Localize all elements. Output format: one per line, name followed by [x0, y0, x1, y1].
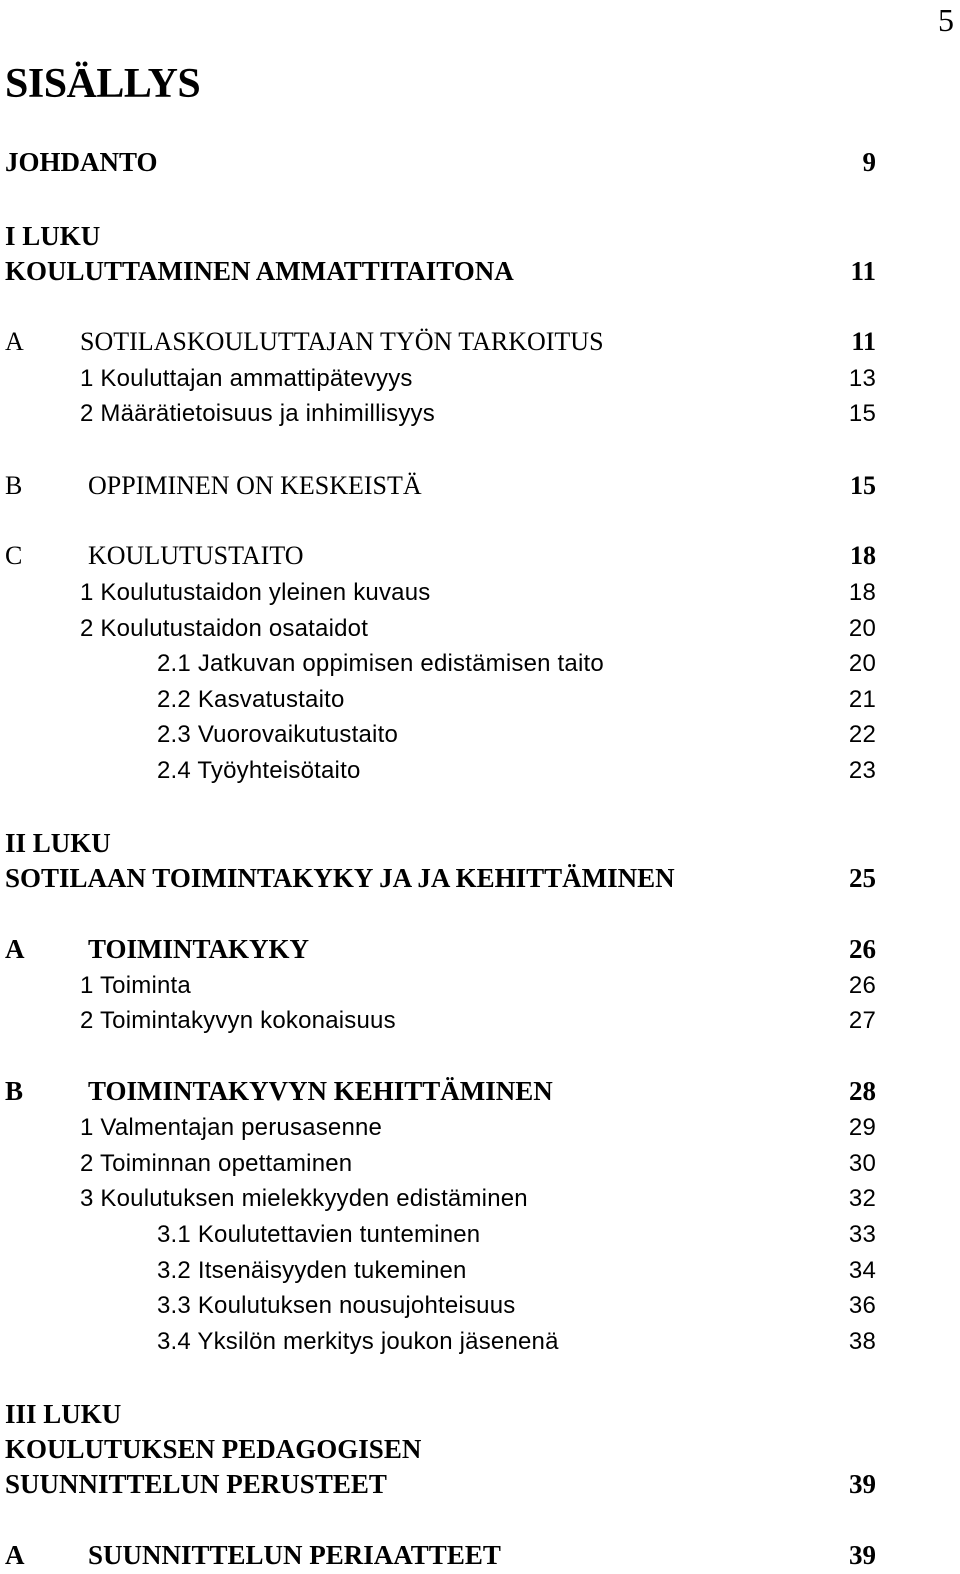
toc-entry-text: 2.1 Jatkuvan oppimisen edistämisen taito [157, 650, 604, 677]
toc-entry-text: OPPIMINEN ON KESKEISTÄ [88, 471, 422, 500]
toc-entry-letter: C [5, 541, 23, 570]
toc-entry-page: 26 [848, 972, 876, 999]
toc-entry-page: 29 [848, 1114, 876, 1141]
toc-entry-page: 32 [848, 1185, 876, 1212]
toc-entry-page: 11 [850, 256, 876, 286]
toc-entry-letter: A [5, 1540, 25, 1570]
toc-entry-text: I LUKU [5, 221, 101, 251]
toc-entry-page: 39 [849, 1540, 876, 1570]
toc-entry [0, 1257, 960, 1291]
toc-entry [0, 541, 960, 575]
toc-entry-text: 2 Määrätietoisuus ja inhimillisyys [80, 400, 435, 427]
toc-entry-text: 2.2 Kasvatustaito [157, 686, 345, 713]
toc-entry-page: 22 [848, 721, 876, 748]
toc-entry-text: 3.4 Yksilön merkitys joukon jäsenenä [157, 1328, 559, 1355]
toc-entry [0, 1150, 960, 1184]
toc-entry-text: 3.3 Koulutuksen nousujohteisuus [157, 1292, 516, 1319]
toc-entry-letter: A [5, 327, 24, 356]
toc-entry-page: 18 [848, 579, 876, 606]
toc-entry-page: 15 [850, 471, 876, 500]
toc-entry-page: 9 [862, 147, 876, 177]
toc-entry-page: 39 [849, 1469, 876, 1499]
toc-chapter-label [0, 221, 960, 255]
toc-entry-letter: A [5, 934, 25, 964]
toc-entry [0, 256, 960, 290]
toc-entry-page: 20 [848, 650, 876, 677]
toc-entry-page: 30 [848, 1150, 876, 1177]
toc-chapter-label [0, 828, 960, 862]
toc-entry-text: JOHDANTO [5, 147, 158, 177]
toc-entry-text: KOULUTUKSEN PEDAGOGISEN [5, 1434, 422, 1464]
toc-entry [0, 1434, 960, 1468]
toc-entry [0, 1328, 960, 1362]
toc-entry [0, 1540, 960, 1574]
toc-entry-page: 13 [848, 365, 876, 392]
toc-entry-text: II LUKU [5, 828, 111, 858]
toc-entry-page: 27 [848, 1007, 876, 1034]
toc-entry-text: 2.3 Vuorovaikutustaito [157, 721, 398, 748]
toc-entry-text: SOTILASKOULUTTAJAN TYÖN TARKOITUS [80, 327, 604, 356]
toc-entry [0, 400, 960, 434]
toc-entry-text: SUUNNITTELUN PERUSTEET [5, 1469, 387, 1499]
toc-entry [0, 579, 960, 613]
toc-entry-text: 1 Valmentajan perusasenne [80, 1114, 383, 1141]
toc-entry-page: 36 [848, 1292, 876, 1319]
toc-entry-letter: B [5, 1076, 24, 1106]
toc-entry-text: 3 Koulutuksen mielekkyyden edistäminen [80, 1185, 528, 1212]
toc-entry-text: 2 Toimintakyvyn kokonaisuus [80, 1007, 396, 1034]
toc-entry-text: 1 Kouluttajan ammattipätevyys [80, 365, 413, 392]
toc-entry-text: 1 Koulutustaidon yleinen kuvaus [80, 579, 431, 606]
toc-entry [0, 1076, 960, 1110]
toc-entry-text: TOIMINTAKYVYN KEHITTÄMINEN [88, 1076, 553, 1106]
toc-entry-text: 3.1 Koulutettavien tunteminen [157, 1221, 481, 1248]
toc-entry [0, 757, 960, 791]
toc-entry-page: 34 [848, 1257, 876, 1284]
toc-entry-page: 28 [849, 1076, 876, 1106]
toc-entry-page: 18 [850, 541, 876, 570]
page-number: 5 [938, 2, 954, 38]
toc-entry-text: KOULUTTAMINEN AMMATTITAITONA [5, 256, 514, 286]
toc-entry [0, 1469, 960, 1503]
toc-entry [0, 650, 960, 684]
toc-title: SISÄLLYS [5, 61, 201, 107]
toc-entry-page: 21 [848, 686, 876, 713]
toc-entry [0, 1114, 960, 1148]
toc-entry [0, 471, 960, 505]
toc-entry-text: 2 Toiminnan opettaminen [80, 1150, 353, 1177]
toc-entry-page: 23 [848, 757, 876, 784]
toc-entry [0, 721, 960, 755]
toc-entry [0, 1185, 960, 1219]
toc-entry-text: SUUNNITTELUN PERIAATTEET [88, 1540, 501, 1570]
toc-entry-page: 26 [849, 934, 876, 964]
toc-entry-text: 3.2 Itsenäisyyden tukeminen [157, 1257, 467, 1284]
toc-entry-page: 15 [848, 400, 876, 427]
toc-entry-page: 20 [848, 615, 876, 642]
toc-entry-text: 1 Toiminta [80, 972, 191, 999]
toc-entry [0, 615, 960, 649]
toc-entry [0, 1221, 960, 1255]
toc-entry-text: 2.4 Työyhteisötaito [157, 757, 361, 784]
toc-entry [0, 863, 960, 897]
toc-entry [0, 934, 960, 968]
toc-entry-page: 38 [848, 1328, 876, 1355]
toc-entry [0, 365, 960, 399]
toc-entry-page: 11 [851, 327, 876, 356]
toc-entry-text: TOIMINTAKYKY [88, 934, 310, 964]
toc-entry [0, 147, 960, 181]
toc-entry-text: KOULUTUSTAITO [88, 541, 304, 570]
toc-entry-letter: B [5, 471, 23, 500]
toc-entry-text: III LUKU [5, 1399, 122, 1429]
toc-entry [0, 327, 960, 361]
toc-entry-text: 2 Koulutustaidon osataidot [80, 615, 369, 642]
toc-chapter-label [0, 1399, 960, 1433]
toc-entry-page: 33 [848, 1221, 876, 1248]
toc-entry [0, 686, 960, 720]
toc-entry [0, 972, 960, 1006]
toc-entry-page: 25 [849, 863, 876, 893]
toc-entry-text: SOTILAAN TOIMINTAKYKY JA JA KEHITTÄMINEN [5, 863, 675, 893]
toc-entry [0, 1007, 960, 1041]
toc-entry [0, 1292, 960, 1326]
